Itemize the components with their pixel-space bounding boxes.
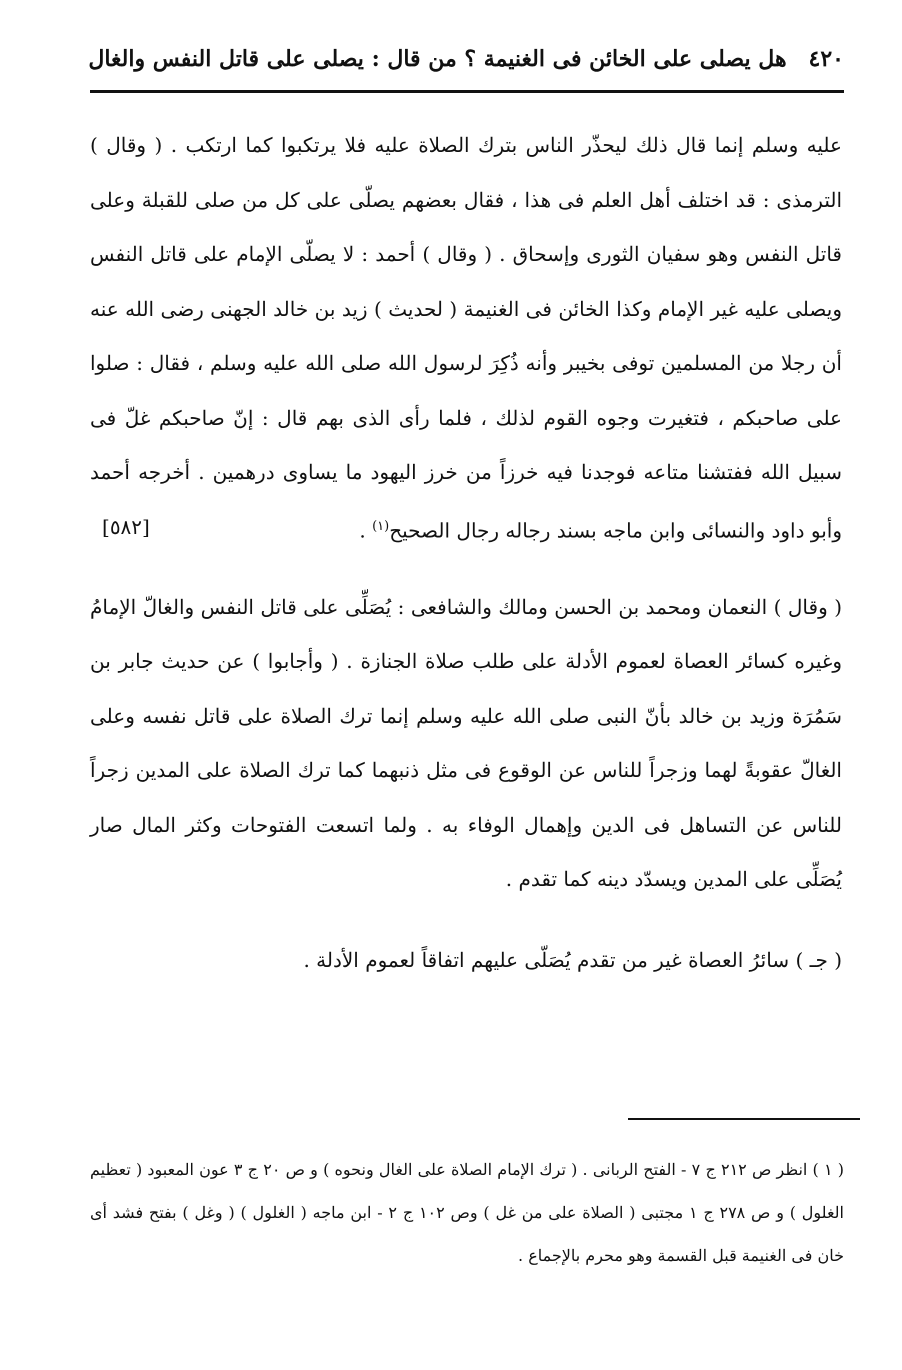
header-rule xyxy=(90,90,844,93)
footnote-rule xyxy=(628,1118,860,1120)
paragraph-3 xyxy=(90,933,842,988)
paragraph-2-text: ( وقال ) النعمان ومحمد بن الحسن ومالك والشافعى : يُصَلِّى على قاتل النفس والغالّ الإمامُ وغيره كسائر العصاة لعموم الأدلة على طلب صلاة الجنازة . ( وأجابوا ) عن حديث جابر بن سَمُرَة وزيد بن خالد بأنّ النبى صلى الله عليه وسلم إنما ترك الصلاة على قاتل نفسه وعلى الغالّ عقوبةً لهما وزجراً للناس عن الوقوع فى مثل ذنبهما كما ترك الصلاة على المدين زجراً للناس عن التساهل فى الدين وإهمال الوفاء به . ولما اتسعت الفتوحات وكثر المال صار يُصَلِّى على المدين ويسدّد دينه كما تقدم . xyxy=(90,594,842,892)
footnote-marker: (١) xyxy=(372,518,390,534)
paragraph-3-text: ( جـ ) سائرُ العصاة غير من تقدم يُصَلّى عليهم اتفاقاً لعموم الأدلة . xyxy=(303,947,842,972)
page-number: ٤٢٠ xyxy=(808,46,844,72)
paragraph-1: عليه وسلم إنما قال ذلك ليحذّر الناس بترك الصلاة عليه فلا يرتكبوا كما ارتكب . ( وقال ) الترمذى : قد اختلف أهل العلم فى هذا ، فقال بعضهم يصلّى على كل من صلى للقبلة وعلى قاتل النفس وهو سفيان الثورى وإسحاق . ( وقال ) أحمد : لا يصلّى الإمام على قاتل النفس ويصلى عليه غير الإمام وكذا الخائن فى الغنيمة ( لحديث ) زيد بن خالد الجهنى رضى الله عنه أن رجلا من المسلمين توفى بخيبر وأنه ذُكِرَ لرسول الله صلى الله عليه وسلم ، فقال : صلوا على صاحبكم ، فتغيرت وجوه القوم لذلك ، فلما رأى الذى بهم قال : إنّ صاحبكم غلّ فى سبيل الله ففتشنا متاعه فوجدنا فيه خرزاً من خرز اليهود ما يساوى درهمين . أخرجه أحمد وأبو داود والنسائى وابن ماجه بسند رجاله رجال الصحيح$^{(١)}$ . [٥٨٢] xyxy=(90,118,842,558)
paragraph-1-text: عليه وسلم إنما قال ذلك ليحذّر الناس بترك الصلاة عليه فلا يرتكبوا كما ارتكب . ( وقال ) الترمذى : قد اختلف أهل العلم فى هذا ، فقال بعضهم يصلّى على كل من صلى للقبلة وعلى قاتل النفس وهو سفيان الثورى وإسحاق . ( وقال ) أحمد : لا يصلّى الإمام على قاتل النفس ويصلى عليه غير الإمام وكذا الخائن فى الغنيمة ( لحديث ) زيد بن خالد الجهنى رضى الله عنه أن رجلا من المسلمين توفى بخيبر وأنه ذُكِرَ لرسول الله صلى الله عليه وسلم ، فقال : صلوا على صاحبكم ، فتغيرت وجوه القوم لذلك ، فلما رأى الذى بهم قال : إنّ صاحبكم غلّ فى سبيل الله ففتشنا متاعه فوجدنا فيه خرزاً من خرز اليهود ما يساوى درهمين . أخرجه أحمد وأبو داود والنسائى وابن ماجه بسند رجاله رجال الصحيح xyxy=(90,133,842,543)
body-text xyxy=(90,118,842,987)
footnote-1: ( ١ ) انظر ص ٢١٢ ج ٧ - الفتح الربانى . ( ترك الإمام الصلاة على الغال ونحوه ) و ص ٢٠ ج ٣ عون المعبود ( تعظيم الغلول ) و ص ٢٧٨ ج ١ مجتبى ( الصلاة على من غل ) وص ١٠٢ ج ٢ - ابن ماجه ( الغلول ) ( وغل ) بفتح فشد أى خان فى الغنيمة قبل القسمة وهو محرم بالإجماع . xyxy=(90,1160,845,1265)
running-title: هل يصلى على الخائن فى الغنيمة ؟ من قال : يصلى على قاتل النفس والغال xyxy=(88,46,787,72)
footnotes xyxy=(90,1148,844,1277)
paragraph-2 xyxy=(90,580,842,907)
hadith-reference-number: [٥٨٢] xyxy=(102,514,150,539)
page-header xyxy=(90,34,844,84)
